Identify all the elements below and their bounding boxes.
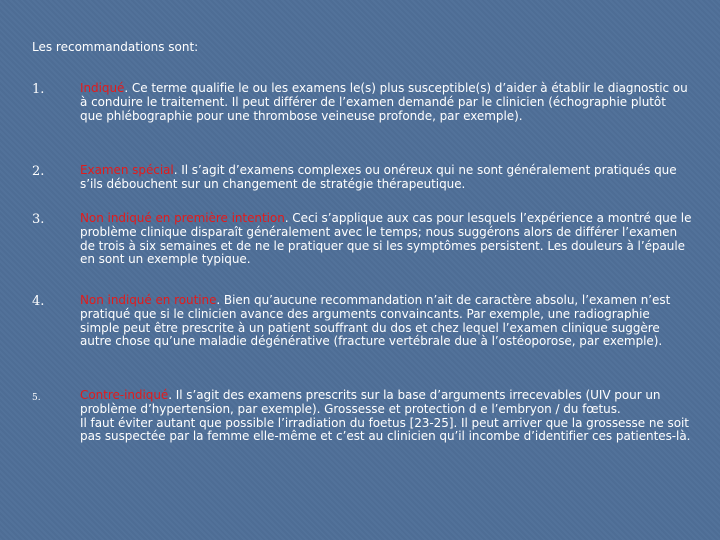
item-term: Indiqué — [80, 81, 125, 95]
item-description: . Bien qu’aucune recommandation n’ait de caractère absolu, l’examen n’est pratiqué que si le clinicien avance des arguments convaincants. Par exemple, une radiographie simple peut être prescrite à un patient souffrant du dos et chez lequel l’examen clinique suggère autre chose qu’une maladie dégénérative (fracture vertébrale due à l’ostéoporose, par exemple). — [80, 293, 671, 349]
item-term: Contre-indiqué — [80, 388, 169, 402]
item-term: Examen spécial — [80, 163, 174, 177]
intro-text: Les recommandations sont: — [32, 40, 199, 54]
item-number: 2. — [32, 164, 45, 179]
item-number: 3. — [32, 212, 45, 227]
item-paragraph-2: Il faut éviter autant que possible l’irradiation du foetus [23-25]. Il peut arriver que la grossesse ne soit pas suspectée par la femme elle-même et c’est au clinicien qu’il incombe d’identifier ces patientes-là. — [80, 415, 691, 444]
item-number: 4. — [32, 294, 45, 309]
item-description: . Ce terme qualifie le ou les examens le(s) plus susceptible(s) d’aider à établir le diagnostic ou à conduire le traitement. Il peut différer de l’examen demandé par le clinicien (échographie plutôt que phlébographie pour une thrombose veineuse profonde, par exemple). — [80, 81, 688, 123]
item-number: 1. — [32, 82, 45, 97]
item-paragraph — [80, 389, 692, 417]
item-term: Non indiqué en première intention — [80, 211, 285, 225]
item-description: . Ceci s’applique aux cas pour lesquels l’expérience a montré que le problème clinique disparaît généralement avec le temps; nous suggérons alors de différer l’examen de trois à six semaines et de ne le pratiquer que si les symptômes persistent. Les douleurs à l’épaule en sont un exemple typique. — [80, 211, 692, 267]
item-text — [80, 212, 692, 267]
item-description: . Il s’agit des examens prescrits sur la base d’arguments irrecevables (UIV pour un problème d’hypertension, par exemple). Grossesse et protection d e l’embryon / du fœtus. — [80, 388, 661, 416]
item-text — [80, 164, 692, 192]
item-text — [80, 389, 692, 444]
item-term: Non indiqué en routine — [80, 293, 217, 307]
item-description: . Il s’agit d’examens complexes ou onéreux qui ne sont généralement pratiqués que s’ils débouchent sur un changement de stratégie thérapeutique. — [80, 163, 677, 191]
item-text — [80, 294, 692, 349]
item-text — [80, 82, 692, 123]
item-number: 5. — [32, 393, 41, 403]
